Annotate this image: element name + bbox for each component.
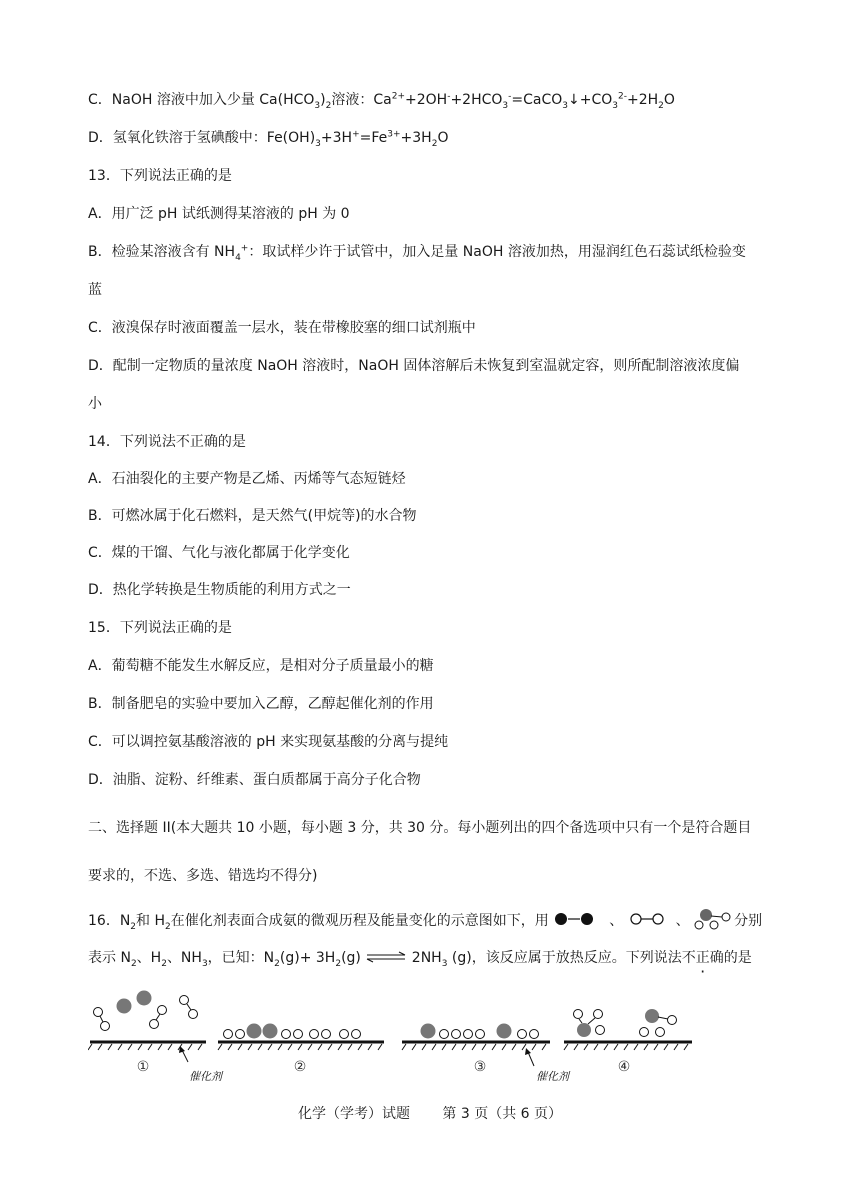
q14-option-a: A．石油裂化的主要产物是乙烯、丙烯等气态短链烃 bbox=[88, 471, 406, 487]
footer-subject: 化学（学考）试题 bbox=[297, 1106, 410, 1122]
q13-option-b-cont: 蓝 bbox=[88, 282, 102, 298]
q13-option-d: D．配制一定物质的量浓度 NaOH 溶液时，NaOH 固体溶解后未恢复到室温就定容，则所配制溶液浓度偏 bbox=[88, 358, 740, 374]
q14-option-d: D．热化学转换是生物质能的利用方式之一 bbox=[88, 582, 351, 598]
step-label-4: ④ bbox=[617, 1059, 631, 1075]
panel-1 bbox=[88, 991, 206, 1076]
q12-option-c: C．NaOH 溶液中加入少量 $Ca(HCO_3)_2$溶液：$Ca^{2+}+2OH^-+2HCO_3^-=CaCO_3↓+CO_3^{2-}+2H_2O$ bbox=[88, 91, 675, 111]
q15-option-a: A．葡萄糖不能发生水解反应，是相对分子质量最小的糖 bbox=[88, 658, 434, 674]
q16-stem-line1: 16．$N_2$和 $H_2$在催化剂表面合成氨的微观历程及能量变化的示意图如下，用 、 、 分别 bbox=[88, 908, 762, 931]
step-label-1: ① bbox=[136, 1059, 150, 1075]
step-label-2: ② bbox=[293, 1059, 307, 1075]
q15-option-c: C．可以调控氨基酸溶液的 pH 来实现氨基酸的分离与提纯 bbox=[88, 734, 449, 750]
q13-option-c: C．液溴保存时液面覆盖一层水，装在带橡胶塞的细口试剂瓶中 bbox=[88, 320, 476, 336]
q14-stem: 14．下列说法不正确的是 bbox=[88, 434, 246, 450]
panel-2 bbox=[218, 1024, 384, 1076]
footer-page-number: 第 3 页（共 6 页） bbox=[442, 1106, 563, 1122]
step-label-3: ③ bbox=[473, 1059, 487, 1075]
q15-stem: 15．下列说法正确的是 bbox=[88, 620, 232, 636]
panel-3 bbox=[402, 1024, 550, 1076]
n2-symbol-icon bbox=[553, 911, 609, 927]
section2-heading-line1: 二、选择题 II(本大题共 10 小题，每小题 3 分，共 30 分。每小题列出的四个备选项中只有一个是符合题目 bbox=[88, 820, 752, 836]
q13-option-d-cont: 小 bbox=[88, 396, 102, 412]
equilibrium-arrow-icon bbox=[365, 951, 407, 963]
h2-symbol-icon bbox=[628, 911, 676, 927]
q14-option-c: C．煤的干馏、气化与液化都属于化学变化 bbox=[88, 545, 350, 561]
q13-option-b: B．检验某溶液含有 $NH_4^+$：取试样少许于试管中，加入足量 NaOH 溶液加热，用湿润红色石蕊试纸检验变 bbox=[88, 243, 746, 263]
q14-option-b: B．可燃冰属于化石燃料，是天然气(甲烷等)的水合物 bbox=[88, 508, 417, 524]
panel-4 bbox=[564, 1009, 692, 1075]
reaction-mechanism-figure bbox=[88, 986, 708, 1082]
emphasis-not-correct: 不正确 bbox=[681, 950, 724, 966]
q15-option-b: B．制备肥皂的实验中要加入乙醇，乙醇起催化剂的作用 bbox=[88, 696, 434, 712]
catalyst-label-1 bbox=[179, 1046, 224, 1082]
catalyst-label-2 bbox=[525, 1048, 571, 1082]
svg-text:催化剂: 催化剂 bbox=[189, 1070, 222, 1082]
section2-heading-line2: 要求的，不选、多选、错选均不得分) bbox=[88, 868, 318, 884]
q12-option-d: D．氢氧化铁溶于氢碘酸中：$Fe(OH)_3+3H^+=Fe^{3+}+3H_2O$ bbox=[88, 129, 449, 149]
svg-text:催化剂: 催化剂 bbox=[536, 1070, 569, 1082]
nh3-symbol-icon bbox=[694, 908, 734, 930]
q16-stem-line2: 表示 $N_2$、$H_2$、$NH_3$，已知：$N_2(g)+ 3H_2(g)$ $2NH_3$ (g)，该反应属于放热反应。下列说法不正确的是 bbox=[88, 950, 752, 969]
q13-option-a: A．用广泛 pH 试纸测得某溶液的 pH 为 0 bbox=[88, 206, 350, 222]
page-footer bbox=[0, 1103, 860, 1123]
q13-stem: 13．下列说法正确的是 bbox=[88, 168, 232, 184]
q15-option-d: D．油脂、淀粉、纤维素、蛋白质都属于高分子化合物 bbox=[88, 772, 421, 788]
